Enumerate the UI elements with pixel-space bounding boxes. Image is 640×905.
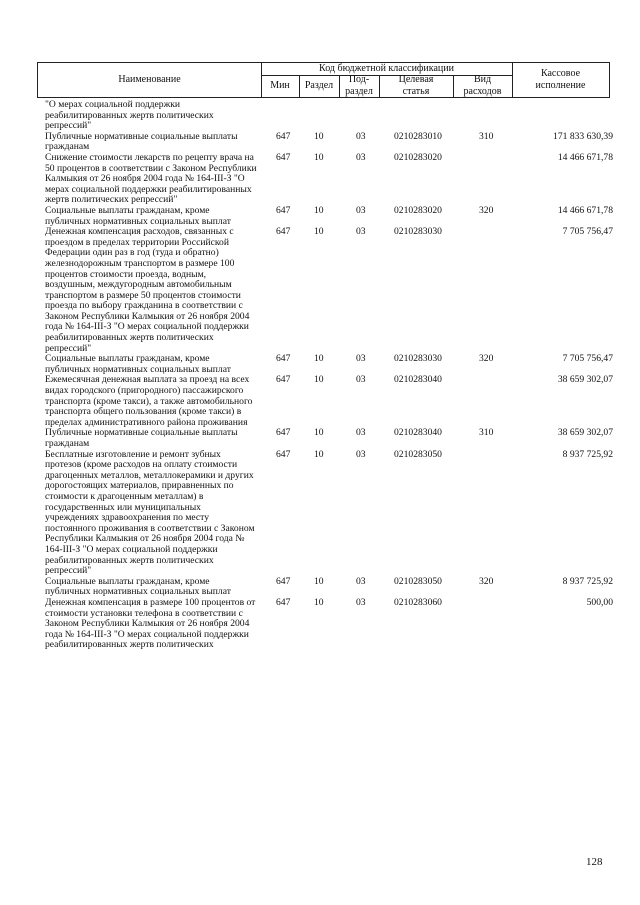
row-podrazdel: 03 <box>356 353 366 365</box>
row-vid: 320 <box>479 204 494 216</box>
row-razdel: 10 <box>314 353 324 365</box>
row-sum: 14 466 671,78 <box>557 151 613 163</box>
table-row <box>45 153 613 206</box>
row-min: 647 <box>276 130 291 142</box>
row-celevaya: 0210283050 <box>394 575 442 587</box>
table-body <box>45 100 613 651</box>
row-sum: 38 659 302,07 <box>557 374 613 386</box>
row-sum: 7 705 756,47 <box>562 353 613 365</box>
table-row <box>45 577 613 598</box>
row-vid: 320 <box>479 353 494 365</box>
row-name: Денежная компенсация расходов, связанных с проездом в пределах территории Российской Федерации один раз в год (туда и обратно) железнодорожным транспортом в размере 100 процентов стоимости проезда, водным, воздушным, междугородным автомобильным транспортом в размере 50 процентов стоимости проезда по выбору гражданина в соответствии с Законом Республики Калмыкия от 26 ноября 2004 года № 164-III-З "О мерах социальной поддержки реабилитированных жертв политических репрессий" <box>45 226 250 354</box>
row-min: 647 <box>276 151 291 163</box>
table-row <box>45 100 613 132</box>
row-celevaya: 0210283010 <box>394 130 442 142</box>
row-vid: 320 <box>479 575 494 587</box>
row-name: Ежемесячная денежная выплата за проезд на всех видах городского (пригородного) пассажирского транспорта (кроме такси), а также автомобильного транспорта общего пользования (кроме такси) в пределах административного района проживания <box>45 374 253 428</box>
row-podrazdel: 03 <box>356 596 366 608</box>
row-celevaya: 0210283040 <box>394 427 442 439</box>
row-podrazdel: 03 <box>356 575 366 587</box>
table-row <box>45 354 613 375</box>
row-min: 647 <box>276 353 291 365</box>
table-header <box>37 62 610 98</box>
table-row <box>45 206 613 227</box>
row-razdel: 10 <box>314 374 324 386</box>
row-celevaya: 0210283050 <box>394 448 442 460</box>
row-min: 647 <box>276 596 291 608</box>
row-name: Публичные нормативные социальные выплаты гражданам <box>45 427 238 449</box>
row-vid: 310 <box>479 130 494 142</box>
row-name: Публичные нормативные социальные выплаты гражданам <box>45 130 238 153</box>
row-sum: 14 466 671,78 <box>557 204 613 216</box>
row-name: Социальные выплаты гражданам, кроме публичных нормативных социальных выплат <box>45 575 231 598</box>
row-name: Снижение стоимости лекарств по рецепту врача на 50 процентов в соответствии с Законом Республики Калмыкия от 26 ноября 2004 года № 164-III-З "О мерах социальной поддержки реабилитированных жертв политических репрессий" <box>45 151 257 206</box>
row-razdel: 10 <box>314 427 324 439</box>
row-razdel: 10 <box>314 448 324 460</box>
row-name: Социальные выплаты гражданам, кроме публичных нормативных социальных выплат <box>45 204 231 227</box>
header-razdel: Раздел <box>304 80 334 91</box>
row-podrazdel: 03 <box>356 204 366 216</box>
row-podrazdel: 03 <box>356 427 366 439</box>
table-row <box>45 227 613 354</box>
row-celevaya: 0210283020 <box>394 204 442 216</box>
row-celevaya: 0210283030 <box>394 226 442 238</box>
table-row <box>45 132 613 153</box>
header-code-group: Код бюджетной классификации <box>319 63 454 74</box>
row-min: 647 <box>276 448 291 460</box>
row-sum: 38 659 302,07 <box>557 427 613 439</box>
row-sum: 171 833 630,39 <box>553 130 613 142</box>
row-razdel: 10 <box>314 204 324 216</box>
row-razdel: 10 <box>314 226 324 238</box>
header-celevaya: Целевая статья <box>398 74 434 97</box>
row-sum: 8 937 725,92 <box>562 448 613 460</box>
row-celevaya: 0210283060 <box>394 596 442 608</box>
row-name: Бесплатные изготовление и ремонт зубных протезов (кроме расходов на оплату стоимости драгоценных металлов, металлокерамики и других дорогостоящих материалов, приравненных по стоимости к драгоценным металлам) в государственных или муниципальных учреждениях здравоохранения по месту постоянного проживания в соответствии с Законом Республики Калмыкия от 26 ноября 2004 года № 164-III-З "О мерах социальной поддержки реабилитированных жертв политических репрессий" <box>45 448 255 577</box>
row-min: 647 <box>276 427 291 439</box>
row-razdel: 10 <box>314 151 324 163</box>
table-row <box>45 428 613 449</box>
table-row <box>45 450 613 577</box>
row-podrazdel: 03 <box>356 130 366 142</box>
row-celevaya: 0210283040 <box>394 374 442 386</box>
table-row <box>45 375 613 428</box>
header-kassovoe: Кассовое исполнение <box>535 68 586 91</box>
row-podrazdel: 03 <box>356 151 366 163</box>
row-sum: 7 705 756,47 <box>562 226 613 238</box>
row-sum: 500,00 <box>586 596 613 608</box>
row-sum: 8 937 725,92 <box>562 575 613 587</box>
row-min: 647 <box>276 374 291 386</box>
row-celevaya: 0210283030 <box>394 353 442 365</box>
row-podrazdel: 03 <box>356 374 366 386</box>
header-vid: Вид расходов <box>463 74 502 97</box>
header-podrazdel: Под- раздел <box>345 74 373 97</box>
row-name: Денежная компенсация в размере 100 процентов от стоимости установки телефона в соответствии с Законом Республики Калмыкия от 26 ноября 2004 года № 164-III-З "О мерах социальной поддержки реабилитированных жертв политических <box>45 596 256 651</box>
page-number: 128 <box>586 856 603 868</box>
row-razdel: 10 <box>314 575 324 587</box>
row-vid: 310 <box>479 427 494 439</box>
row-min: 647 <box>276 226 291 238</box>
row-razdel: 10 <box>314 130 324 142</box>
row-razdel: 10 <box>314 596 324 608</box>
row-min: 647 <box>276 204 291 216</box>
row-name: Социальные выплаты гражданам, кроме публичных нормативных социальных выплат <box>45 353 231 375</box>
table-row <box>45 598 613 651</box>
row-min: 647 <box>276 575 291 587</box>
row-podrazdel: 03 <box>356 226 366 238</box>
header-name: Наименование <box>118 74 181 85</box>
row-podrazdel: 03 <box>356 448 366 460</box>
row-celevaya: 0210283020 <box>394 151 442 163</box>
header-min: Мин <box>270 80 290 91</box>
row-name: "О мерах социальной поддержки реабилитированных жертв политических репрессий" <box>45 99 214 132</box>
